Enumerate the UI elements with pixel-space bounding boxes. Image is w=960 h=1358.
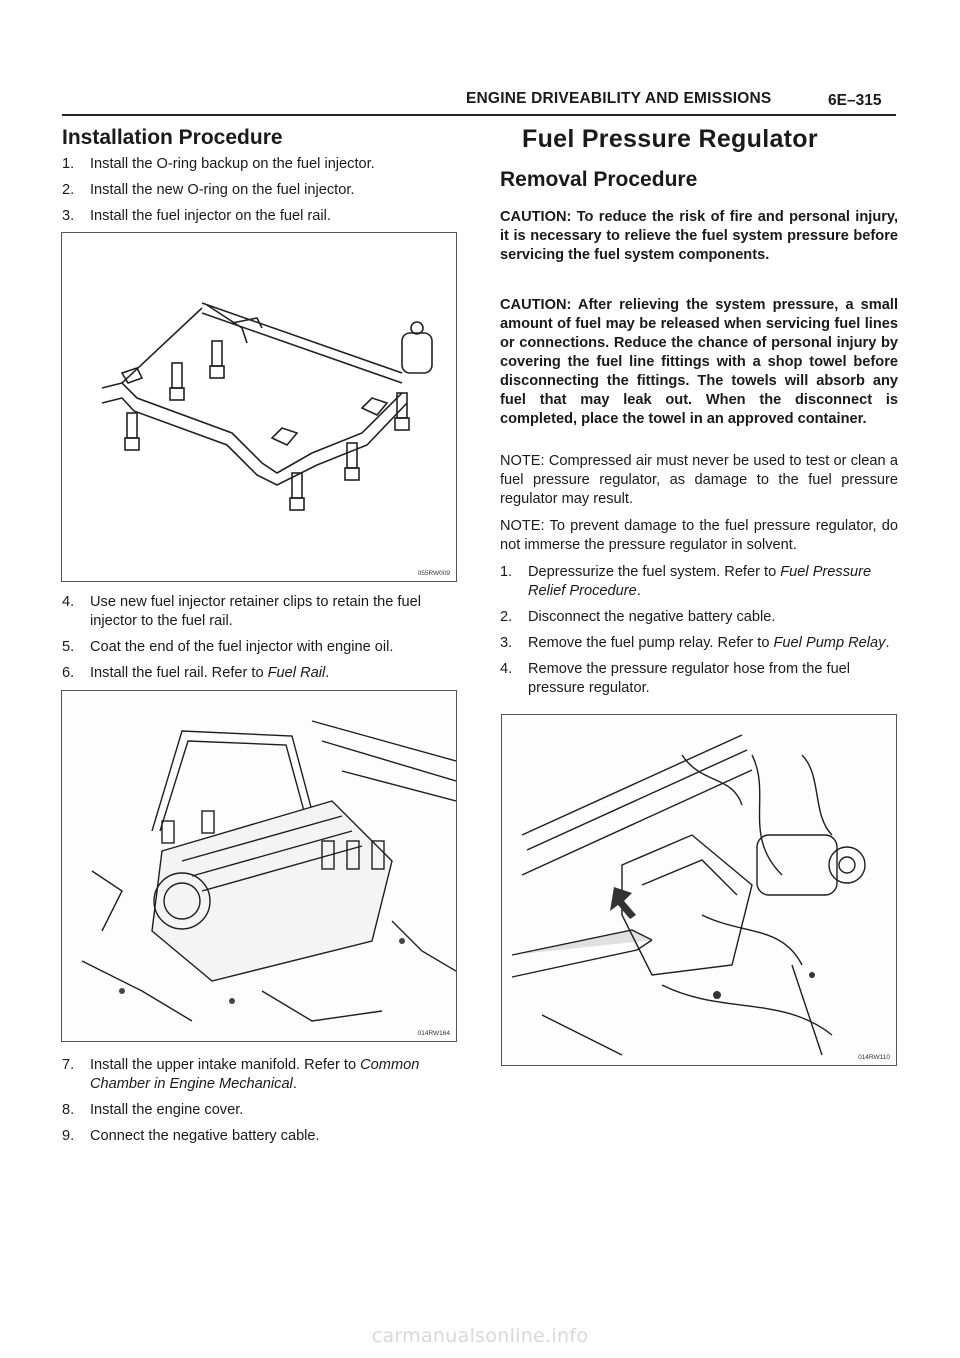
- caution-relieve-pressure: CAUTION: To reduce the risk of fire and personal injury, it is necessary to relieve the fuel system pressure before servicing the fuel system components.: [500, 209, 898, 263]
- list-item: 4. Use new fuel injector retainer clips to retain the fuel injector to the fuel rail.: [62, 594, 421, 629]
- list-item: 8. Install the engine cover.: [62, 1102, 244, 1118]
- fuel-rail-figure: [61, 232, 457, 582]
- list-item: 2. Disconnect the negative battery cable.: [500, 609, 776, 625]
- pressure-regulator-illustration: [502, 715, 896, 1065]
- list-item: 2. Install the new O-ring on the fuel injector.: [62, 182, 355, 198]
- list-item: 7. Install the upper intake manifold. Refer to Common Chamber in Engine Mechanical.: [62, 1057, 420, 1092]
- header-rule: [62, 114, 896, 116]
- list-item: 5. Coat the end of the fuel injector with engine oil.: [62, 639, 394, 655]
- page-number: 6E–315: [828, 92, 882, 109]
- intake-manifold-illustration: [62, 691, 456, 1041]
- cross-reference-link[interactable]: Fuel Pressure Relief Procedure: [528, 564, 872, 599]
- watermark: carmanualsonline.info: [371, 1325, 589, 1347]
- list-item: 9. Connect the negative battery cable.: [62, 1128, 320, 1144]
- cross-reference-link[interactable]: Fuel Rail: [267, 665, 326, 681]
- list-item: 3. Remove the fuel pump relay. Refer to Fuel Pump Relay.: [500, 635, 890, 651]
- list-item: 6. Install the fuel rail. Refer to Fuel Rail.: [62, 665, 330, 681]
- section-title: Fuel Pressure Regulator: [522, 125, 818, 153]
- list-item: 3. Install the fuel injector on the fuel rail.: [62, 208, 331, 224]
- fuel-rail-illustration: [62, 233, 456, 581]
- removal-steps: [500, 563, 898, 705]
- list-item: 4. Remove the pressure regulator hose from the fuel pressure regulator.: [500, 661, 851, 696]
- note-solvent: NOTE: To prevent damage to the fuel pressure regulator, do not immerse the pressure regulator in solvent.: [500, 518, 898, 553]
- running-header-title: ENGINE DRIVEABILITY AND EMISSIONS: [466, 90, 772, 107]
- figure-code: 014RW110: [858, 1054, 890, 1061]
- installation-procedure-heading: Installation Procedure: [62, 126, 283, 149]
- installation-steps-7-9: [62, 1056, 462, 1153]
- figure-code: 014RW164: [417, 1030, 450, 1037]
- removal-procedure-heading: Removal Procedure: [500, 168, 698, 191]
- installation-steps-4-6: [62, 593, 462, 690]
- figure-code: 055RW009: [417, 570, 450, 577]
- note-compressed-air: NOTE: Compressed air must never be used to test or clean a fuel pressure regulator, as damage to the fuel pressure regulator may result.: [500, 453, 898, 507]
- installation-steps-1-3: [62, 155, 462, 233]
- list-item: 1. Depressurize the fuel system. Refer to Fuel Pressure Relief Procedure.: [500, 564, 872, 599]
- cross-reference-link[interactable]: Fuel Pump Relay: [773, 635, 886, 651]
- list-item: 1. Install the O-ring backup on the fuel injector.: [62, 156, 375, 172]
- pressure-regulator-figure: [501, 714, 897, 1066]
- intake-manifold-figure: [61, 690, 457, 1042]
- caution-fuel-release: CAUTION: After relieving the system pressure, a small amount of fuel may be released when servicing fuel lines or connections. Reduce the chance of personal injury by covering the fuel line fittings with a shop towel before disconnecting the fittings. The towels will absorb any fuel that may leak out. When the disconnect is completed, place the towel in an approved container.: [500, 297, 898, 427]
- cross-reference-link[interactable]: Common Chamber in Engine Mechanical: [90, 1057, 420, 1092]
